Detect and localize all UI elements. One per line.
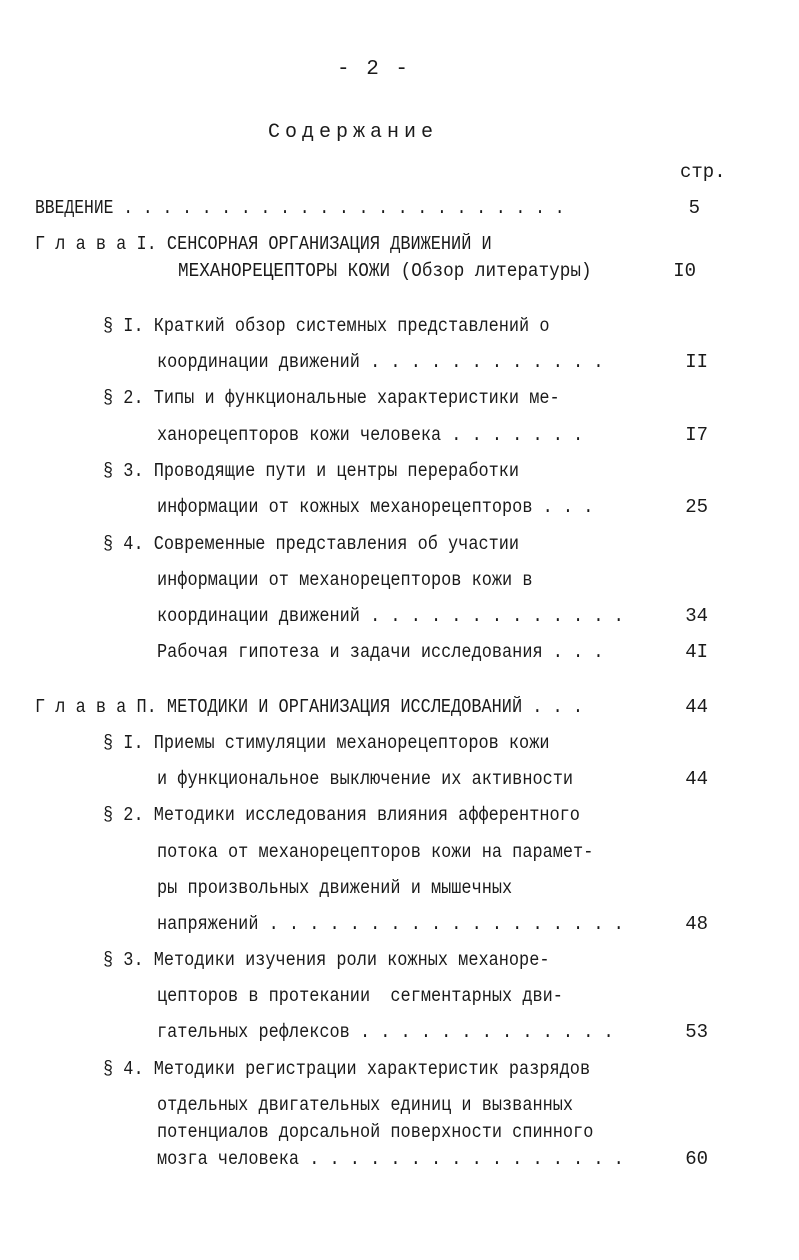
section-line: потока от механорецепторов кожи на парамет- [157,841,594,863]
section-line: координации движений . . . . . . . . . . . . . [157,605,624,627]
toc-page: 4I [685,641,708,663]
section-line: координации движений . . . . . . . . . . . . [157,351,604,373]
toc-page: 60 [685,1148,708,1170]
section-line: гательных рефлексов . . . . . . . . . . . . . [157,1021,614,1043]
toc-page: 5 [688,197,700,219]
section-line: потенциалов дорсальной поверхности спинного [157,1121,594,1143]
section-line: напряжений . . . . . . . . . . . . . . . . . . [157,913,624,935]
toc-page: 53 [685,1021,708,1043]
chapter-heading-line1: Г л а в а I. СЕНСОРНАЯ ОРГАНИЗАЦИЯ ДВИЖЕНИЙ И [35,233,492,255]
section-line: информации от механорецепторов кожи в [157,569,533,591]
section-line: мозга человека . . . . . . . . . . . . . . . . [157,1148,624,1170]
section-line: цепторов в протекании сегментарных дви- [157,985,563,1007]
section-line: и функциональное выключение их активности [157,768,574,790]
section-line: ханорецепторов кожи человека . . . . . . . [157,424,584,446]
toc-page: 44 [685,768,708,790]
toc-page: I0 [673,260,696,282]
page-number: - 2 - [337,58,411,81]
section-line: § 4. Методики регистрации характеристик разрядов [103,1058,591,1080]
section-line: § 3. Проводящие пути и центры переработки [103,460,520,482]
toc-page: 48 [685,913,708,935]
chapter-heading-line1: Г л а в а П. МЕТОДИКИ И ОРГАНИЗАЦИЯ ИССЛЕДОВАНИЙ . . . [35,696,583,718]
section-line: § I. Краткий обзор системных представлений о [103,315,550,337]
toc-page: I7 [685,424,708,446]
section-line: Рабочая гипотеза и задачи исследования . . . [157,641,604,663]
toc-page: 25 [685,496,708,518]
section-line: § 2. Методики исследования влияния афферентного [103,804,580,826]
section-line: § 3. Методики изучения роли кожных механоре- [103,949,550,971]
chapter-heading-line2: МЕХАНОРЕЦЕПТОРЫ КОЖИ (Обзор литературы) [178,260,592,282]
toc-page: II [685,351,708,373]
page-title: Содержание [268,121,439,144]
section-line: § I. Приемы стимуляции механорецепторов кожи [103,732,550,754]
section-line: § 4. Современные представления об участии [103,533,520,555]
toc-text: ВВЕДЕНИЕ . . . . . . . . . . . . . . . . . . . . . . . [35,197,565,219]
section-line: ры произвольных движений и мышечных [157,877,513,899]
section-line: отдельных двигательных единиц и вызванных [157,1094,574,1116]
section-line: § 2. Типы и функциональные характеристики ме- [103,387,560,409]
toc-page: 34 [685,605,708,627]
toc-page: 44 [685,696,708,718]
section-line: информации от кожных механорецепторов . . . [157,496,594,518]
page-column-header: стр. [680,161,726,183]
